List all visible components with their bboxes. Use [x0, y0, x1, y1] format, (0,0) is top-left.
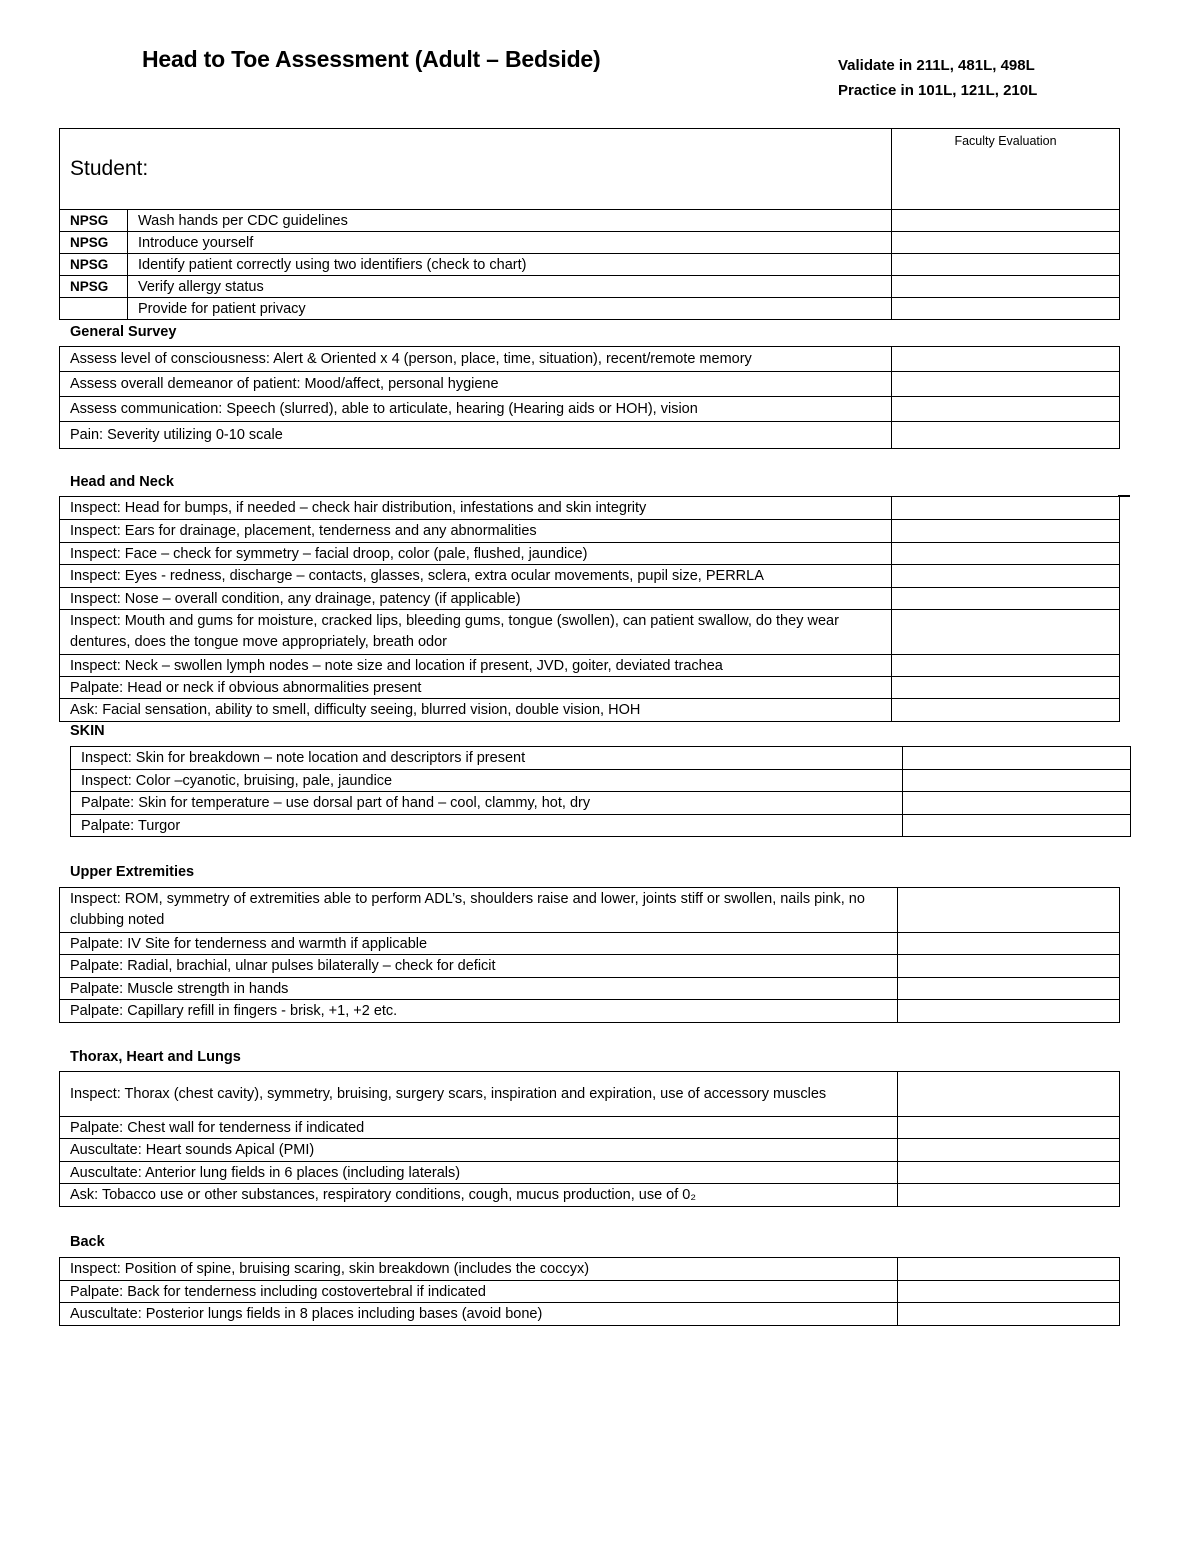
- back-table: [59, 1257, 1120, 1326]
- table-row: [60, 543, 1120, 565]
- table-row: [60, 1117, 1120, 1139]
- evaluation-cell[interactable]: [892, 565, 1120, 588]
- table-row: [60, 610, 1120, 655]
- student-npsg-table: [59, 128, 1120, 320]
- evaluation-cell[interactable]: [892, 543, 1120, 565]
- criterion-text: Auscultate: Posterior lungs fields in 8 places including bases (avoid bone): [60, 1303, 898, 1326]
- section-heading-back: Back: [70, 1234, 105, 1250]
- criterion-text: Palpate: IV Site for tenderness and warmth if applicable: [60, 933, 898, 955]
- criterion-text: Pain: Severity utilizing 0-10 scale: [60, 422, 892, 449]
- evaluation-cell[interactable]: [892, 655, 1120, 677]
- table-row: [60, 276, 1120, 298]
- evaluation-cell[interactable]: [892, 610, 1120, 655]
- table-row: [60, 955, 1120, 978]
- criterion-text: Inspect: Mouth and gums for moisture, cracked lips, bleeding gums, tongue (swollen), can patient swallow, do they wear dentures, does the tongue move appropriately, breath odor: [60, 610, 892, 655]
- criterion-text: Palpate: Skin for temperature – use dorsal part of hand – cool, clammy, hot, dry: [71, 792, 903, 815]
- table-row: [60, 1162, 1120, 1184]
- evaluation-cell[interactable]: [898, 1184, 1120, 1207]
- evaluation-cell[interactable]: [898, 955, 1120, 978]
- criterion-text: Inspect: Neck – swollen lymph nodes – note size and location if present, JVD, goiter, deviated trachea: [60, 655, 892, 677]
- criterion-text: Auscultate: Anterior lung fields in 6 places (including laterals): [60, 1162, 898, 1184]
- npsg-code: [60, 298, 128, 320]
- evaluation-cell[interactable]: [898, 978, 1120, 1000]
- student-name-cell[interactable]: [60, 129, 892, 210]
- criterion-text: Inspect: Skin for breakdown – note location and descriptors if present: [71, 747, 903, 770]
- evaluation-cell[interactable]: [898, 1117, 1120, 1139]
- criterion-text: Introduce yourself: [128, 232, 892, 254]
- criterion-text: Ask: Tobacco use or other substances, respiratory conditions, cough, mucus production, use of 0₂: [60, 1184, 898, 1207]
- general-survey-table: [59, 346, 1120, 449]
- evaluation-cell[interactable]: [892, 497, 1120, 520]
- table-row: [60, 655, 1120, 677]
- criterion-text: Palpate: Radial, brachial, ulnar pulses bilaterally – check for deficit: [60, 955, 898, 978]
- criterion-text: Inspect: Face – check for symmetry – facial droop, color (pale, flushed, jaundice): [60, 543, 892, 565]
- evaluation-cell[interactable]: [903, 747, 1131, 770]
- upper-extremities-table: [59, 887, 1120, 1023]
- table-row: [60, 1072, 1120, 1117]
- section-heading-upper-extremities: Upper Extremities: [70, 864, 195, 880]
- npsg-code: NPSG: [60, 232, 128, 254]
- evaluation-cell[interactable]: [892, 520, 1120, 543]
- criterion-text: Inspect: Head for bumps, if needed – check hair distribution, infestations and skin integrity: [60, 497, 892, 520]
- evaluation-cell[interactable]: [898, 1162, 1120, 1184]
- evaluation-cell[interactable]: [898, 1139, 1120, 1162]
- criterion-text: Auscultate: Heart sounds Apical (PMI): [60, 1139, 898, 1162]
- table-row: [60, 1184, 1120, 1207]
- table-row: [60, 497, 1120, 520]
- table-row: [60, 397, 1120, 422]
- criterion-text: Palpate: Turgor: [71, 815, 903, 837]
- criterion-text: Palpate: Capillary refill in fingers - brisk, +1, +2 etc.: [60, 1000, 898, 1023]
- table-row: [60, 699, 1120, 722]
- npsg-code: NPSG: [60, 276, 128, 298]
- criterion-text: Inspect: ROM, symmetry of extremities able to perform ADL’s, shoulders raise and lower, joints stiff or swollen, nails pink, no clubbing noted: [60, 888, 898, 933]
- student-label: Student:: [70, 157, 149, 180]
- criterion-text: Identify patient correctly using two identifiers (check to chart): [128, 254, 892, 276]
- criterion-text: Palpate: Muscle strength in hands: [60, 978, 898, 1000]
- evaluation-cell[interactable]: [903, 770, 1131, 792]
- evaluation-cell[interactable]: [898, 888, 1120, 933]
- table-row: [60, 1139, 1120, 1162]
- section-heading-skin: SKIN: [70, 723, 105, 739]
- thorax-heart-lungs-table: [59, 1071, 1120, 1207]
- evaluation-cell[interactable]: [892, 210, 1120, 232]
- table-row: [60, 210, 1120, 232]
- head-and-neck-table: [59, 496, 1120, 722]
- criterion-text: Assess communication: Speech (slurred), able to articulate, hearing (Hearing aids or HOH), vision: [60, 397, 892, 422]
- table-row: [60, 298, 1120, 320]
- table-row: [60, 888, 1120, 933]
- table-row: [60, 520, 1120, 543]
- evaluation-cell[interactable]: [892, 588, 1120, 610]
- evaluation-cell[interactable]: [892, 254, 1120, 276]
- npsg-code: NPSG: [60, 254, 128, 276]
- criterion-text: Inspect: Ears for drainage, placement, tenderness and any abnormalities: [60, 520, 892, 543]
- course-info: [838, 53, 1037, 103]
- evaluation-cell[interactable]: [898, 1281, 1120, 1303]
- table-row: [60, 933, 1120, 955]
- table-row: [60, 422, 1120, 449]
- evaluation-cell[interactable]: [903, 792, 1131, 815]
- npsg-code: NPSG: [60, 210, 128, 232]
- page-title: Head to Toe Assessment (Adult – Bedside): [142, 46, 601, 72]
- faculty-evaluation-header: Faculty Evaluation: [892, 129, 1120, 210]
- table-row: [60, 232, 1120, 254]
- evaluation-cell[interactable]: [892, 372, 1120, 397]
- evaluation-cell[interactable]: [892, 232, 1120, 254]
- evaluation-cell[interactable]: [892, 276, 1120, 298]
- evaluation-cell[interactable]: [892, 699, 1120, 722]
- criterion-text: Palpate: Back for tenderness including costovertebral if indicated: [60, 1281, 898, 1303]
- criterion-text: Palpate: Head or neck if obvious abnormalities present: [60, 677, 892, 699]
- table-row: [71, 770, 1131, 792]
- evaluation-cell[interactable]: [898, 1258, 1120, 1281]
- criterion-text: Assess level of consciousness: Alert & Oriented x 4 (person, place, time, situation), recent/remote memory: [60, 347, 892, 372]
- table-row: [60, 1000, 1120, 1023]
- criterion-text: Wash hands per CDC guidelines: [128, 210, 892, 232]
- criterion-text: Inspect: Color –cyanotic, bruising, pale, jaundice: [71, 770, 903, 792]
- criterion-text: Inspect: Thorax (chest cavity), symmetry, bruising, surgery scars, inspiration and expiration, use of accessory muscles: [60, 1072, 898, 1117]
- validate-courses: Validate in 211L, 481L, 498L: [838, 57, 1035, 74]
- evaluation-cell[interactable]: [898, 1000, 1120, 1023]
- evaluation-cell[interactable]: [898, 1303, 1120, 1326]
- table-row: [60, 1303, 1120, 1326]
- table-row: [60, 588, 1120, 610]
- section-heading-general-survey: General Survey: [70, 324, 177, 340]
- table-row: [60, 372, 1120, 397]
- criterion-text: Palpate: Chest wall for tenderness if indicated: [60, 1117, 898, 1139]
- table-row: [60, 1281, 1120, 1303]
- table-row: [60, 565, 1120, 588]
- table-row: [71, 792, 1131, 815]
- evaluation-cell[interactable]: [892, 347, 1120, 372]
- evaluation-cell[interactable]: [892, 397, 1120, 422]
- criterion-text: Provide for patient privacy: [128, 298, 892, 320]
- criterion-text: Inspect: Position of spine, bruising scaring, skin breakdown (includes the coccyx): [60, 1258, 898, 1281]
- criterion-text: Inspect: Nose – overall condition, any drainage, patency (if applicable): [60, 588, 892, 610]
- evaluation-cell[interactable]: [892, 677, 1120, 699]
- criterion-text: Assess overall demeanor of patient: Mood/affect, personal hygiene: [60, 372, 892, 397]
- evaluation-cell[interactable]: [898, 933, 1120, 955]
- table-row: [60, 347, 1120, 372]
- table-row: [71, 815, 1131, 837]
- table-row: [60, 254, 1120, 276]
- practice-courses: Practice in 101L, 121L, 210L: [838, 82, 1038, 99]
- evaluation-cell[interactable]: [903, 815, 1131, 837]
- evaluation-cell[interactable]: [898, 1072, 1120, 1117]
- evaluation-cell[interactable]: [892, 298, 1120, 320]
- table-row: [60, 677, 1120, 699]
- table-row: [60, 1258, 1120, 1281]
- section-heading-head-and-neck: Head and Neck: [70, 474, 174, 490]
- section-heading-thorax-heart-lungs: Thorax, Heart and Lungs: [70, 1049, 241, 1065]
- table-row: [60, 978, 1120, 1000]
- criterion-text: Ask: Facial sensation, ability to smell, difficulty seeing, blurred vision, double vision, HOH: [60, 699, 892, 722]
- table-row: [71, 747, 1131, 770]
- criterion-text: Inspect: Eyes - redness, discharge – contacts, glasses, sclera, extra ocular movements, pupil size, PERRLA: [60, 565, 892, 588]
- criterion-text: Verify allergy status: [128, 276, 892, 298]
- evaluation-cell[interactable]: [892, 422, 1120, 449]
- skin-table: [70, 746, 1131, 837]
